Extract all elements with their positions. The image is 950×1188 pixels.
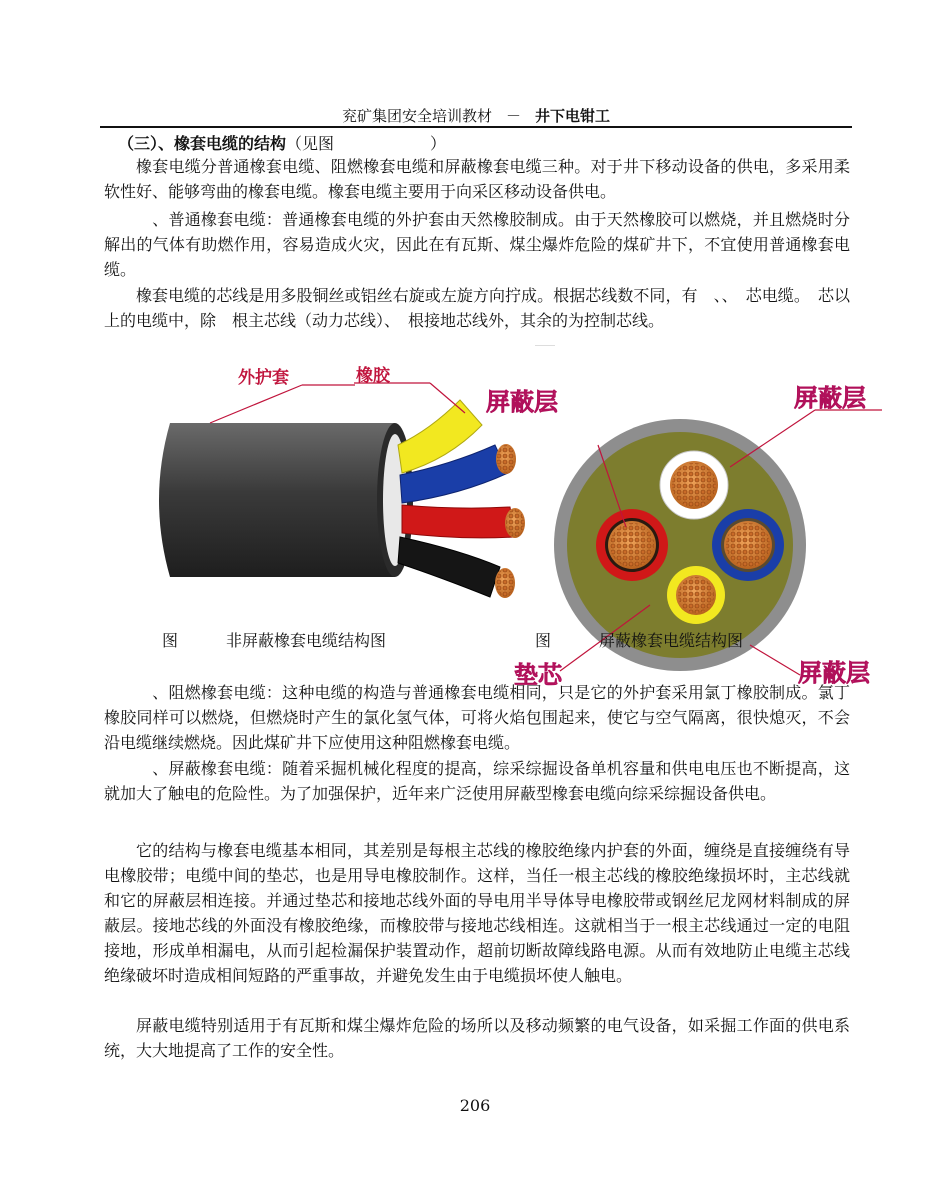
header-rule xyxy=(100,126,852,128)
label-shield-bottom: 屏蔽层 xyxy=(798,659,870,687)
section-title: （三）、橡套电缆的结构 xyxy=(118,134,287,153)
label-filler: 垫芯 xyxy=(514,661,562,689)
paragraph-2: 、普通橡套电缆：普通橡套电缆的外护套由天然橡胶制成。由于天然橡胶可以燃烧，并且燃烧时分解出的气体有助燃作用，容易造成火灾，因此在有瓦斯、煤尘爆炸危险的煤矿井下，不宜使用普通橡套电缆。 xyxy=(104,210,850,279)
label-rubber: 橡胶 xyxy=(356,366,390,386)
black-core xyxy=(398,537,500,597)
label-outer-sheath: 外护套 xyxy=(238,368,289,388)
header-subtitle: 井下电钳工 xyxy=(535,107,611,125)
paragraph-6: 它的结构与橡套电缆基本相同，其差别是每根主芯线的橡胶绝缘内护套的外面，缠绕是直接缠绕有导电橡胶带；电缆中间的垫芯，也是用导电橡胶制作。这样，当任一根主芯线的橡胶绝缘损坏时，主芯线就和它的屏蔽层相连接。并通过垫芯和接地芯线外面的导电用半导体导电橡胶带或钢丝尼龙网材料制成的屏蔽层。接地芯线的外面没有橡胶绝缘，而橡胶带与接地芯线相连。这就相当于一根主芯线通过一定的电阻接地，形成单相漏电，从而引起检漏保护装置动作，超前切断故障线路电源。从而有效地防止电缆主芯线绝缘破坏时造成相间短路的严重事故，并避免发生由于电缆损坏使人触电。 xyxy=(104,841,850,985)
caption-unshielded: 图 非屏蔽橡套电缆结构图 xyxy=(162,631,387,650)
paragraph-4: 、阻燃橡套电缆：这种电缆的构造与普通橡套电缆相同，只是它的外护套采用氯丁橡胶制成。氯丁橡胶同样可以燃烧，但燃烧时产生的氯化氢气体，可将火焰包围起来，使它与空气隔离，很快熄灭，不会沿电缆继续燃烧。因此煤矿井下应使用这种阻燃橡套电缆。 xyxy=(104,683,850,752)
section-figure-ref: （见图 ） xyxy=(286,134,447,153)
header-title: 兖矿集团安全培训教材 xyxy=(341,107,492,125)
outer-sheath-body xyxy=(159,423,405,577)
red-core xyxy=(402,505,515,538)
unshielded-cable xyxy=(159,383,525,598)
paragraph-1: 橡套电缆分普通橡套电缆、阻燃橡套电缆和屏蔽橡套电缆三种。对于井下移动设备的供电，多采用柔软性好、能够弯曲的橡套电缆。橡套电缆主要用于向采区移动设备供电。 xyxy=(104,157,850,201)
paragraph-7: 屏蔽电缆特别适用于有瓦斯和煤尘爆炸危险的场所以及移动频繁的电气设备，如采掘工作面的供电系统，大大地提高了工作的安全性。 xyxy=(104,1016,850,1060)
caption-shielded: 图 屏蔽橡套电缆结构图 xyxy=(535,631,744,650)
cable-figure xyxy=(130,345,890,690)
paragraph-5: 、屏蔽橡套电缆：随着采掘机械化程度的提高，综采综掘设备单机容量和供电电压也不断提高，这就加大了触电的危险性。为了加强保护，近年来广泛使用屏蔽型橡套电缆向综采综掘设备供电。 xyxy=(104,759,850,803)
section-heading xyxy=(118,131,864,156)
page-number: 206 xyxy=(459,1096,491,1115)
paragraph-3: 橡套电缆的芯线是用多股铜丝或铝丝右旋或左旋方向拧成。根据芯线数不同，有 、、 芯电缆。 芯以上的电缆中，除 根主芯线（动力芯线）、 根接地芯线外，其余的为控制芯线。 xyxy=(104,286,850,330)
page-header xyxy=(100,105,852,127)
header-dash: － xyxy=(505,107,521,125)
label-shield-left: 屏蔽层 xyxy=(486,388,558,416)
label-shield-right: 屏蔽层 xyxy=(794,384,866,412)
